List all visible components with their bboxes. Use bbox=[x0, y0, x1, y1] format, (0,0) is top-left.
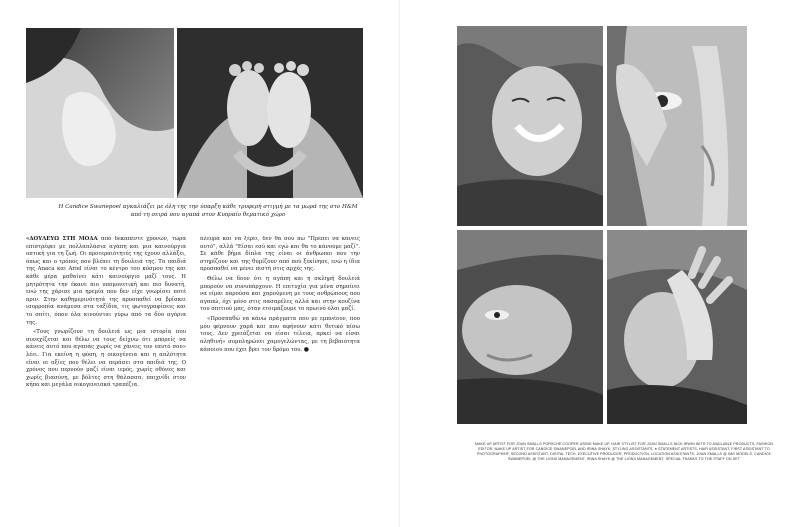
laughing-portrait-illustration bbox=[457, 26, 603, 226]
eye-closeup-illustration bbox=[607, 26, 747, 226]
article-lead: «ΔΟΥΛΕΥΩ ΣΤΗ ΜΟΔΑ bbox=[26, 236, 98, 242]
photo-hands-face-portrait bbox=[607, 230, 747, 424]
photo-laughing-portrait bbox=[457, 26, 603, 226]
photo-caption: Η Candice Swanepoel αγκαλιάζει με όλη της την ύπαρξη κάθε τρυφερή στιγμή με τα μωρά της στο H&M από τη σειρά που αγαπά στον Κυπραίο θεματικό χώρο bbox=[58, 204, 358, 218]
article-paragraph: πλευρά και να ξέρει, δεν θα σου πω "Πρέπει να κάνεις αυτό", αλλά "Είσαι εσύ και εγώ και θα το κάνουμε μαζί". Σε κάθε βήμα δίπλα της είναι οι άνθρωποι που την στηρίζουν και της θυμίζουν από πού ξεκίνησε, ενώ η ίδια προσπαθεί να μένει πιστή στις αρχές της. bbox=[200, 236, 360, 273]
article-column-left bbox=[26, 236, 186, 498]
right-page bbox=[400, 0, 800, 527]
article-paragraph: «Τους γνωρίζουν τη δουλειά ως μια ιστορία που συνεχίζεται και θέλω να τους δείχνω ότι μπορείς να κάνεις αυτό που αγαπάς χωρίς να χάνεις τον εαυτό σου» λέει. Για εκείνη η φύση, η οικογένεια και η απλότητα είναι οι αξίες που θέλει να περάσει στα παιδιά της. Ο χρόνος που περνούν μαζί είναι ιερός, χωρίς οθόνες και χωρίς βιασύνη, με βόλτες στη θάλασσα, παιχνίδι στον κήπο και μεγάλα οικογενειακά τραπέζια. bbox=[26, 329, 186, 389]
photo-eye-closeup bbox=[607, 26, 747, 226]
article-paragraph bbox=[200, 316, 360, 355]
photo-baby-feet-heart bbox=[177, 28, 363, 198]
article-column-right bbox=[200, 236, 360, 498]
photo-credits: MAKE UP ARTIST FOR JOAN SMALLS PORSCHE COOPER USING MAKE UP, HAIR STYLIST FOR JOAN SMALLS NICK IRWIN WITH TO AVAILABLE PRODUCTS, FASHION EDITOR, MAKE UP ARTIST FOR CANDICE SWANEPOEL AND IRINA SHAYK, STYLING ASSISTANTS, ● STATEMENT ARTISTS, HAIR ASSISTANT, FIRST ASSISTANT TO PHOTOGRAPHER, SECOND ASSISTANT, DIGITAL TECH, EXECUTIVE PRODUCER, PRODUCTION, LOCATION ASSISTANTS, JOAN SMALLS @ IMG MODELS, CANDICE SWANEPOEL @ THE LIONS MANAGEMENT, IRINA SHAYK @ THE LIONS MANAGEMENT, SPECIAL THANKS TO THE STAFF ON SET bbox=[474, 442, 774, 461]
hands-face-illustration bbox=[607, 230, 747, 424]
baby-feet-illustration bbox=[177, 28, 363, 198]
end-mark: ● bbox=[303, 346, 310, 354]
photo-profile-portrait bbox=[457, 230, 603, 424]
article-text: από δεκαπέντε χρονών, τώρα επιστρέφει με πολλαπλάσια αγάπη και μια καινούργια οπτική για τη ζωή. Οι προτεραιότητές της έχουν αλλάξει, όπως και ο τρόπος που βλέπει τη δουλειά της. Τα παιδιά της Anaca και Ariel είναι το κέντρο του κόσμου της και κάθε μέρα μαθαίνει κάτι καινούργιο μαζί τους. Η μητρότητα την έκανε πιο υπομονετική και πιο δυνατή, ενώ της χάρισε μια ηρεμία που δεν είχε γνωρίσει ποτέ πριν. Στην καθημερινότητά της προσπαθεί να βρίσκει ισορροπία ανάμεσα στα ταξίδια, τις φωτογραφίσεις και το σπίτι, όπου όλα κινούνται γύρω από τα δύο αγόρια της. bbox=[26, 236, 186, 326]
photo-baby-hand bbox=[26, 28, 174, 198]
article-paragraph bbox=[26, 236, 186, 327]
article-text: «Προσπαθώ να κάνω πράγματα που με εμπνέουν, που μου φέρνουν χαρά και που αφήνουν κάτι θετικό πίσω τους. Δεν χρειάζεται να είσαι τέλεια, αρκεί να είσαι αληθινή» συμπληρώνει χαμογελώντας, με τη βεβαιότητα κάποιου που έχει βρει τον δρόμο του. bbox=[200, 315, 360, 354]
baby-hand-illustration bbox=[26, 28, 174, 198]
profile-portrait-illustration bbox=[457, 230, 603, 424]
article-paragraph: Θέλω να δουν ότι η αγάπη και η σκληρή δουλειά μπορούν να συνυπάρχουν. Η επιτυχία για μένα σημαίνει να είμαι παρούσα και χαρούμενη με τους ανθρώπους που αγαπώ, όχι μόνο στις πασαρέλες αλλά και στην κουζίνα του σπιτιού μας, όταν ετοιμάζουμε το πρωινό όλοι μαζί. bbox=[200, 275, 360, 313]
